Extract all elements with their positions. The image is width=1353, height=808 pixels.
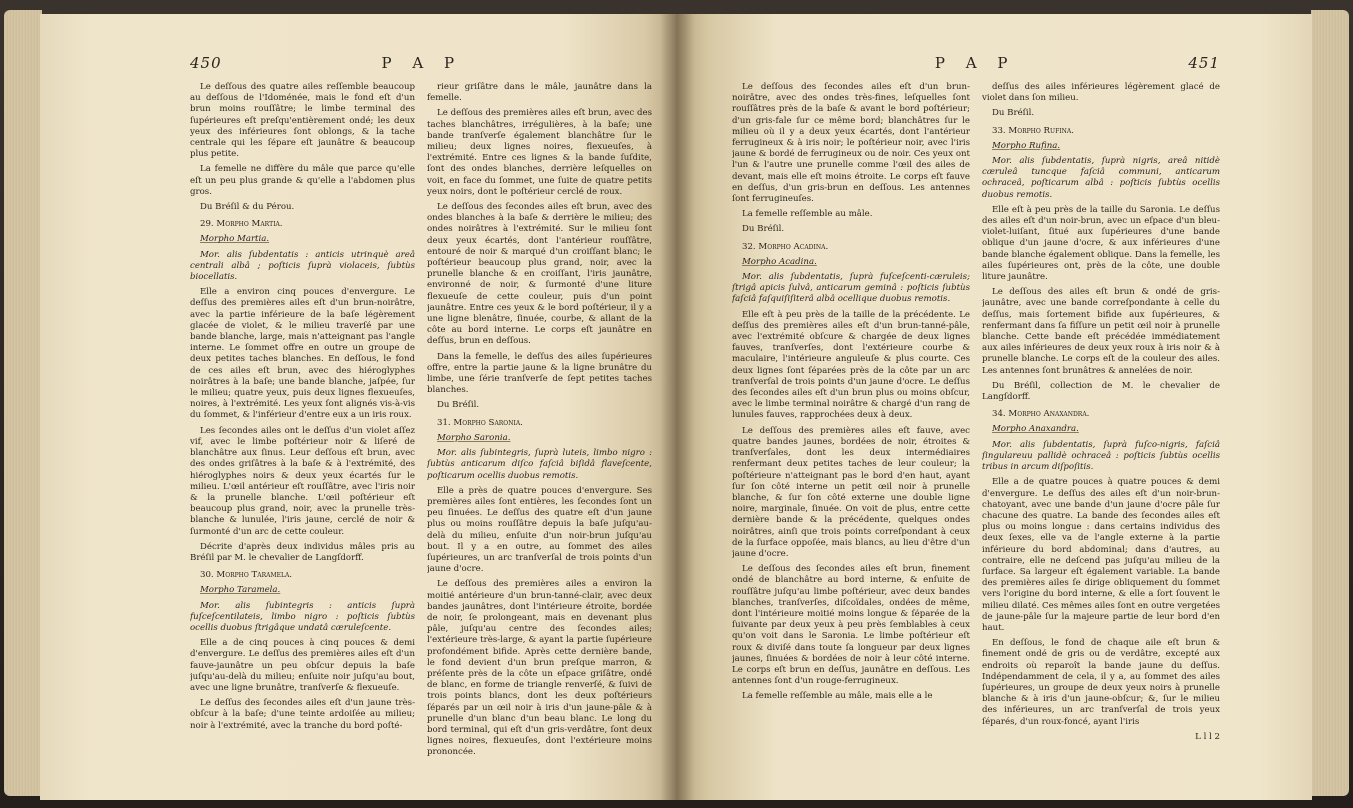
species-name: Morpho Taramela.	[200, 585, 281, 596]
left-page-header	[190, 54, 652, 76]
latin-diagnosis: Mor. alis ſubdentatis, ſuprà fuſco-nigris, faſciâ ſingulareuu pallidè ochraceâ : poſticis ſubtùs ocellis tribus in arcum diſpoſitis.	[982, 439, 1220, 473]
paragraph: La femelle reſſemble au mâle.	[742, 209, 873, 220]
paragraph: La femelle reſſemble au mâle, mais elle a le	[742, 691, 933, 702]
entry-heading: 30. Morpho Taramela.	[200, 570, 293, 581]
right-page	[676, 14, 1312, 800]
paragraph: Le deſſous des premières ailes a environ la moitié antérieure d'un brun-tanné-clair, avec deux bandes jaunâtres, dont l'intérieure étroite, bordée de noir, ſe prolongeant, mais en devenant plus pâle, juſqu'au centre des ſecondes ailes; l'extérieure très-large, & ayant la partie ſupérieure profondément bifide. Après cette dernière bande, le fond devient d'un brun preſque marron, & préſente près de la côte un eſpace griſâtre, ondé de blanc, en forme de triangle renverſé, & ſuivi de trois points blancs, dont les deux poſtérieurs ſéparés par un œil noir à iris d'un jaune-pâle & à prunelle d'un blanc d'un beau blanc. Le long du bord terminal, qui eſt d'un gris-verdâtre, ſont deux lignes noires, flexueuſes, dont l'extérieure moins prononcée.	[427, 579, 652, 758]
latin-diagnosis: Mor. alis ſubdentatis, ſuprà nigris, areâ nitidè cæruleâ tuncque faſciâ communi, anticarum ochraceâ, poſticarum albâ : poſticis ſubtùs ocellis duobus remotis.	[982, 156, 1220, 200]
paragraph: La femelle ne diffère du mâle que parce qu'elle eſt un peu plus grande & qu'elle a l'abdomen plus gros.	[190, 164, 415, 197]
text-column	[732, 82, 970, 800]
locality-note: Du Bréſil.	[992, 108, 1035, 119]
paragraph: Décrite d'après deux individus mâles pris au Bréſil par M. le chevalier de Langſdorff.	[190, 541, 415, 563]
latin-diagnosis: Mor. alis ſubintegris, ſuprà luteis, limbo nigro : ſubtùs anticarum diſco faſciâ biſidâ flaveſcente, poſticarum ocellis duobus remotis.	[427, 448, 652, 481]
signature-mark: L l l 2	[1195, 731, 1220, 742]
text-column	[190, 82, 415, 800]
paragraph: Les ſecondes ailes ont le deſſus d'un violet aſſez vif, avec le limbe poſtérieur noir & liſeré de blanchâtre aux ſinus. Leur deſſous eſt brun, avec des ondes griſâtres à la baſe & à l'extrémité, des hiéroglyphes noirs & deux yeux écartés ſur le milieu. L'œil antérieur eſt rouſſâtre, avec l'iris noir & la prunelle blanche. L'œil poſtérieur eſt beaucoup plus grand, noir, avec la prunelle très-blanche & lunulée, l'iris jaune, cerclé de noir & ſurmonté d'un arc de cette couleur.	[190, 425, 415, 537]
running-head: P A P	[381, 54, 463, 72]
paragraph: Elle a de quatre pouces à quatre pouces & demi d'envergure. Le deſſus des ailes eſt d'un noir-brun-chatoyant, avec une bande d'un jaune d'ocre pâle ſur chacune des quatre. La bande des ſecondes ailes eſt plus ou moins longue : dans certains individus des deux ſexes, elle va de l'angle externe à la partie inférieure du bord abdominal; dans d'autres, au contraire, elle ne deſcend pas juſqu'au milieu de la ſurface. Sa largeur eſt également variable. La bande des premières ailes ſe dirige obliquement du ſommet vers l'origine du bord interne, & elle a ſort ſouvent le milieu dilaté. Ces mêmes ailes ſont en outre vergetées de jaune-pâle ſur la majeure partie de leur bord d'en haut.	[982, 477, 1220, 633]
paragraph: En deſſous, le fond de chaque aile eſt brun & finement ondé de gris ou de verdâtre, excepté aux endroits où reparoît la bande jaune du deſſus. Indépendamment de cela, il y a, au ſommet des ailes ſupérieures, un groupe de deux yeux noirs à prunelle blanche & à iris d'un jaune-obſcur; &, ſur le milieu des inférieures, un arc tranſverſal de trois yeux ſéparés, d'un roux-foncé, ayant l'iris	[982, 638, 1220, 727]
paragraph: Le deſſous des quatre ailes reſſemble beaucoup au deſſous de l'Idoménée, mais le fond eſt d'un brun moins rouſſâtre; le limbe terminal des ſupérieures eſt preſqu'entièrement ondé; les deux yeux des inférieures ſont oblongs, & la tache centrale qui les ſépare eſt jaunâtre & beaucoup plus petite.	[190, 82, 415, 160]
page-number: 451	[1188, 54, 1220, 72]
locality-note: Du Bréſil, collection de M. le chevalier de Langſdorff.	[982, 380, 1220, 403]
page-edges-right	[1311, 10, 1349, 796]
species-name: Morpho Saronia.	[437, 432, 511, 443]
species-name: Morpho Martia.	[200, 234, 270, 245]
paragraph: Elle eſt à peu près de la taille du Saronia. Le deſſus des ailes eſt d'un noir-brun, avec un eſpace d'un bleu-violet-luiſant, ſitué aux ſupérieures d'une bande oblique d'un jaune d'ocre, & aux inférieures d'une bande blanche également oblique. Dans la femelle, les ailes ſupérieures ont, près de la côte, une double liture jaunâtre.	[982, 204, 1220, 283]
paragraph: Elle a environ cinq pouces d'envergure. Le deſſus des premières ailes eſt d'un brun-noirâtre, avec la partie inférieure de la baſe légèrement glacée de violet, & le milieu traverſé par une bande blanche, large, mais n'atteignant pas l'angle interne. Le ſommet offre en outre un groupe de deux petites taches blanches. En deſſous, le fond de ces ailes eſt brun, avec des hiéroglyphes noirâtres à la baſe; une bande blanche, jaſpée, ſur le milieu; quatre yeux, puis deux lignes flexueuſes, noires, à l'extrémité. Les yeux ſont alignés vis-à-vis du ſommet, & l'inférieur d'entre eux a un iris roux.	[190, 287, 415, 421]
text-column	[427, 82, 652, 800]
text-column	[982, 82, 1220, 800]
entry-heading: 33. Morpho Rufina.	[992, 125, 1074, 136]
locality-note: Du Bréſil.	[437, 400, 480, 411]
entry-heading: 32. Morpho Acadina.	[742, 241, 829, 252]
paragraph: Le deſſous des ailes eſt brun & ondé de gris-jaunâtre, avec une bande correſpondante à celle du deſſus, mais ſortement bifide aux ſupérieures, & renfermant dans ſa fiſſure un petit œil noir à prunelle blanche. Cette bande eſt précédée immédiatement aux ailes inférieures de deux yeux roux à iris noir & à prunelle blanche. Le corps eſt de la couleur des ailes. Les antennes ſont brunâtres & annelées de noir.	[982, 287, 1220, 376]
locality-note: Du Bréſil.	[742, 224, 785, 235]
paragraph: Le deſſous des ſecondes ailes eſt d'un brun-noirâtre, avec des ondes très-fines, leſquelles ſont rouſſâtres près de la baſe & avant le bord poſtérieur; d'un gris-fale ſur ce même bord; blanchâtres ſur le milieu où il y a deux yeux écartés, dont l'antérieur ferrugineux & à iris noir; le poſtérieur noir, avec l'iris jaune & bordé de ferrugineux ou de noir. Ces yeux ont l'un & l'autre une prunelle comme l'œil des ailes de devant, mais elle eſt moins étroite. Le corps eſt fauve en deſſus, d'un gris-brun en deſſous. Les antennes ſont ferrugineuſes.	[732, 82, 970, 205]
page-edges-left	[4, 10, 42, 796]
page-number: 450	[190, 54, 222, 72]
paragraph: Le deſſous des premières ailes eſt fauve, avec quatre bandes jaunes, bordées de noir, étroites & tranſverſales, dont les deux intermédiaires renfermant deux petites taches de leur couleur; la poſtérieure n'atteignant pas le bord d'en haut, ayant ſur ſon côté interne un petit œil noir à prunelle blanche, & ſur ſon côté externe une double ligne noire, marginale, ſinuée. On voit de plus, entre cette dernière bande & la précédente, quelques ondes noirâtres, ainſi que trois points correſpondant à ceux de la ſurface oppoſée, mais blancs, au lieu d'être d'un jaune d'ocre.	[732, 425, 970, 559]
running-head: P A P	[934, 54, 1016, 72]
paragraph: Le deſſous des premières ailes eſt brun, avec des taches blanchâtres, irrégulières, à la baſe; une bande tranſverſe également blanchâtre ſur le milieu; deux lignes noires, flexueuſes, à l'extrémité. Entre ces lignes & la bande ſuſdite, ſont des ondes blanches, derrière leſquelles on voit, en face du ſommet, une ſuite de quatre petits yeux noirs, dont le poſtérieur cerclé de roux.	[427, 108, 652, 197]
paragraph: rieur griſâtre dans le mâle, jaunâtre dans la femelle.	[427, 82, 652, 104]
entry-heading: 34. Morpho Anaxandra.	[992, 409, 1090, 420]
left-page	[40, 14, 676, 800]
paragraph: Le deſſus des ſecondes ailes eſt d'un jaune très-obſcur à la baſe; d'une teinte ardoiſée au milieu; noir à l'extrémité, avec la tranche du bord poſté-	[190, 698, 415, 731]
latin-diagnosis: Mor. alis ſubdentatis : anticis utrinquè areâ centrali albâ ; poſticis ſuprà violaceis, ſubtùs biocellatis.	[190, 249, 415, 283]
paragraph: Dans la femelle, le deſſus des ailes ſupérieures offre, entre la partie jaune & la ligne brunâtre du limbe, une ſérie tranſverſe de ſept petites taches blanches.	[427, 351, 652, 396]
latin-diagnosis: Mor. alis ſubdentatis, ſuprà fuſceſcenti-cæruleis; ſtrigâ apicis ſulvâ, anticarum geminâ : poſticis ſubtùs faſciâ faſquiſiſiterâ albâ ocellique duobus remotis.	[732, 272, 970, 305]
species-name: Morpho Acadina.	[742, 256, 817, 267]
paragraph: Elle a près de quatre pouces d'envergure. Ses premières ailes ſont entières, les ſecondes ſont un peu ſinuées. Le deſſus des quatre eſt d'un jaune plus ou moins rouſſâtre depuis la baſe juſqu'au-delà du milieu, enſuite d'un noir-brun juſqu'au bout. Il y a en outre, au ſommet des ailes ſupérieures, un arc tranſverſal de trois points d'un jaune d'ocre.	[427, 485, 652, 575]
left-page-columns	[190, 82, 652, 800]
right-page-header	[732, 54, 1220, 76]
paragraph: deſſus des ailes inférieures légèrement glacé de violet dans ſon milieu.	[982, 82, 1220, 104]
species-name: Morpho Anaxandra.	[992, 424, 1079, 435]
species-name: Morpho Rufina.	[992, 140, 1061, 151]
entry-heading: 29. Morpho Martia.	[200, 219, 283, 230]
paragraph: Le deſſous des ſecondes ailes eſt brun, finement ondé de blanchâtre au bord interne, & enſuite de rouſſâtre juſqu'au limbe poſtérieur, avec deux bandes blanches, tranſverſes, diſcoïdales, ondées de même, dont l'intérieure moitié moins longue & ſéparée de la ſuivante par deux yeux à peu près ſemblables à ceux qu'on voit dans le Saronia. Le limbe poſtérieur eſt roux & diviſé dans toute ſa longueur par deux lignes jaunes, ſinuées & bordées de noir à leur côté interne. Le corps eſt brun en deſſus, jaunâtre en deſſous. Les antennes ſont d'un rouge-ferrugineux.	[732, 564, 970, 687]
paragraph: Elle eſt à peu près de la taille de la précédente. Le deſſus des premières ailes eſt d'un brun-tanné-pâle, avec l'extrémité obſcure & chargée de deux lignes fauves, tranſverſes, dont l'extérieure courbe & maculaire, l'intérieure anguleuſe & plus courte. Ces deux lignes ſont ſéparées près de la côte par un arc tranſverſal de trois points d'un jaune d'ocre. Le deſſus des ſecondes ailes eſt d'un brun plus ou moins obſcur, avec le limbe terminal noirâtre & chargé d'un rang de lunules fauves, rapprochées deux à deux.	[732, 309, 970, 421]
right-page-columns	[732, 82, 1220, 800]
paragraph: Elle a de cinq pouces à cinq pouces & demi d'envergure. Le deſſus des premières ailes eſt d'un fauve-jaunâtre un peu obſcur depuis la baſe juſqu'au-delà du milieu; enſuite noir juſqu'au bout, avec une ligne brunâtre, tranſverſe & flexueuſe.	[190, 638, 415, 693]
entry-heading: 31. Morpho Saronia.	[437, 417, 523, 428]
locality-note: Du Bréſil & du Pérou.	[200, 202, 295, 213]
latin-diagnosis: Mor. alis ſubintegris : anticis ſuprà fuſceſcentilateis, limbo nigro : poſticis ſubtùs ocellis duobus ſtrigâque undatâ cæruleſcente.	[190, 600, 415, 633]
paragraph: Le deſſous des ſecondes ailes eſt brun, avec des ondes blanches à la baſe & derrière le milieu; des ondes noirâtres à l'extrémité. Sur le milieu ſont deux yeux écartés, dont l'antérieur rouſſâtre, entouré de noir & marqué d'un croiſſant blanc; le poſtérieur beaucoup plus grand, noir, avec la prunelle blanche & en croiſſant, l'iris jaunâtre, environné de noir, & ſurmonté d'une liture flexueuſe de cette couleur, puis d'un point jaunâtre. Entre ces yeux & le bord poſtérieur, il y a une ligne blenâtre, ſinuée, courbe, & allant de la côte au bord interne. Le corps eſt jaunâtre en deſſus, brun en deſſous.	[427, 202, 652, 347]
